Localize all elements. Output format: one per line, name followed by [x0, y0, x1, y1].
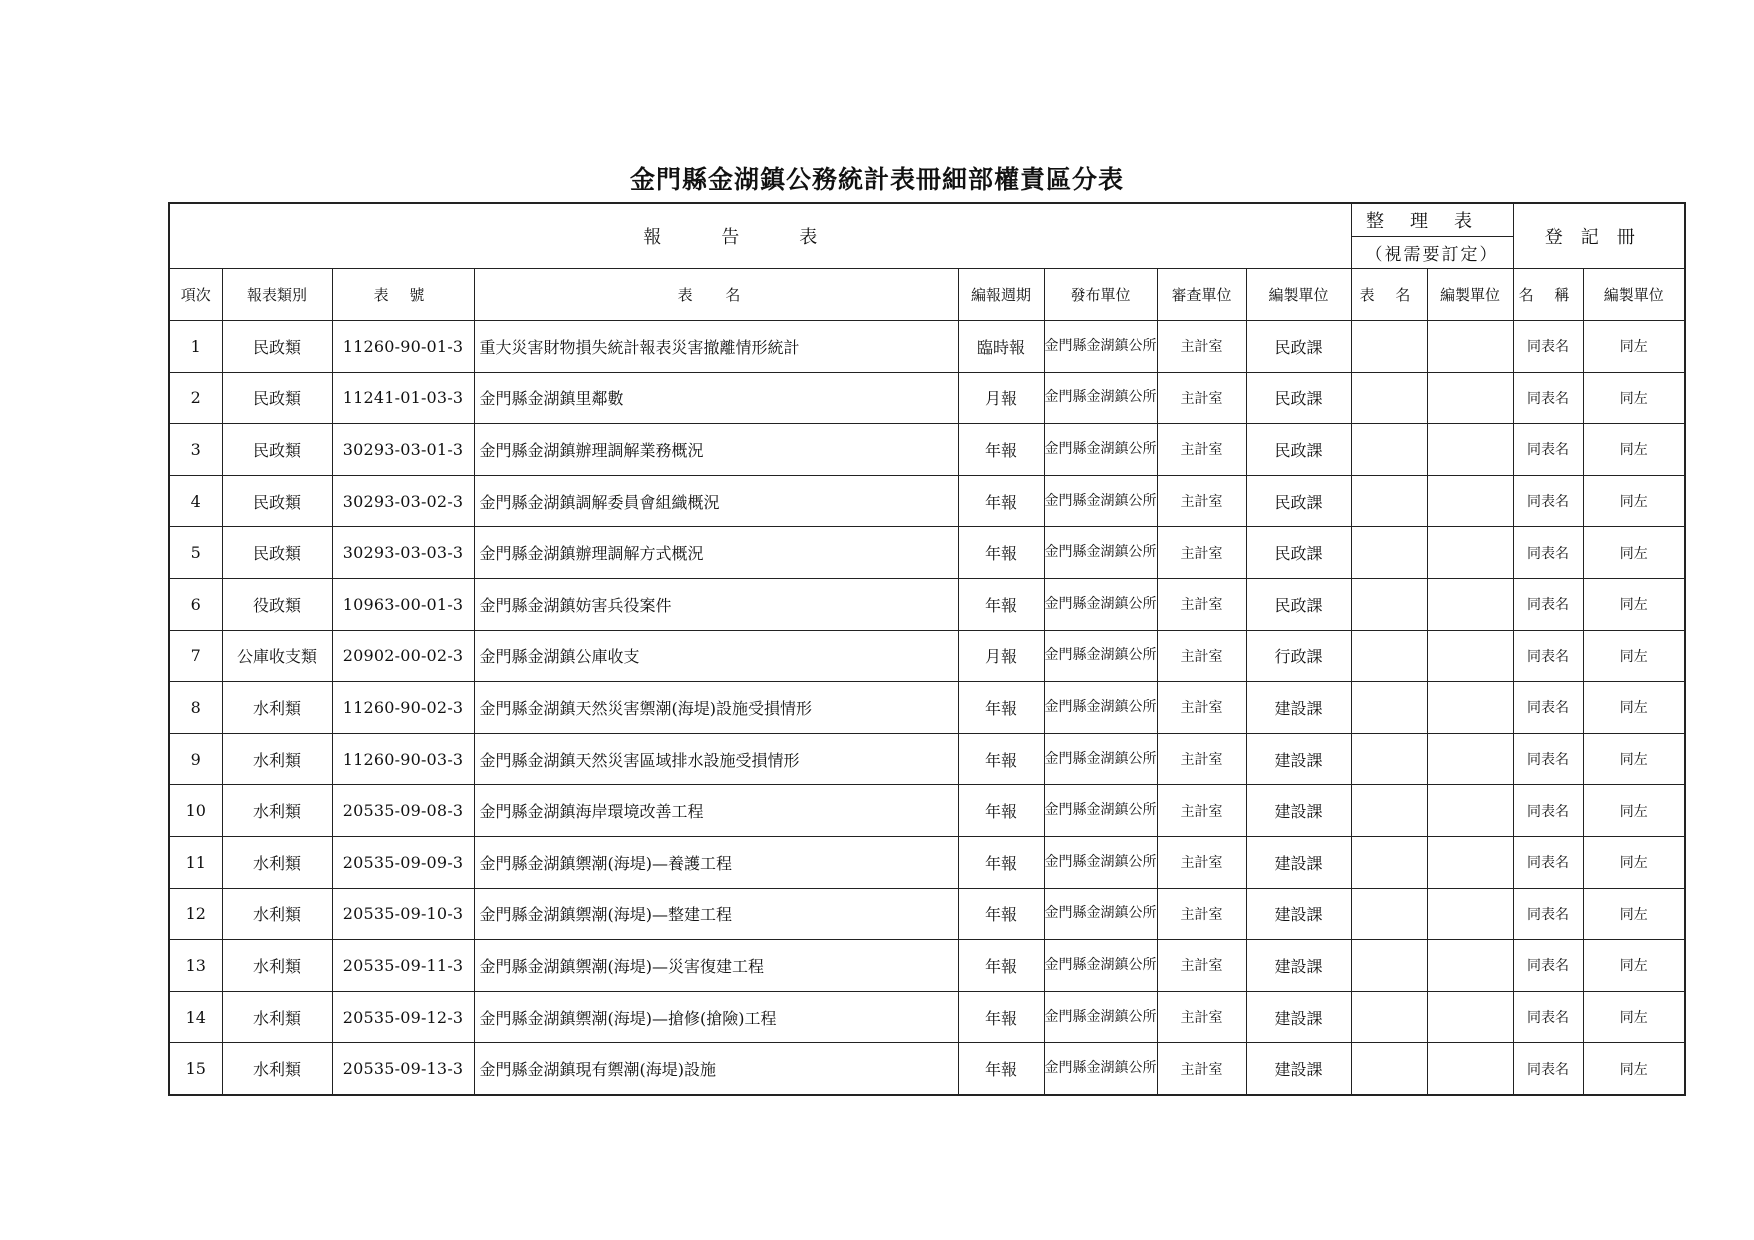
row-period: 年報: [958, 1043, 1044, 1095]
row-category: 民政類: [222, 424, 332, 476]
row-compiler: 民政課: [1246, 424, 1351, 476]
row-compile-unit: [1427, 682, 1513, 734]
row-register-name: 同表名: [1513, 1043, 1583, 1095]
row-index: 9: [169, 733, 222, 785]
row-name: 金門縣金湖鎮禦潮(海堤)—搶修(搶險)工程: [474, 991, 958, 1043]
row-period: 年報: [958, 424, 1044, 476]
row-name: 金門縣金湖鎮禦潮(海堤)—整建工程: [474, 888, 958, 940]
row-index: 5: [169, 527, 222, 579]
row-compile-name: [1351, 682, 1427, 734]
compile-group-note: （視需要訂定）: [1351, 237, 1513, 269]
row-code: 20535-09-12-3: [332, 991, 474, 1043]
row-publisher: 金門縣金湖鎮公所: [1044, 372, 1157, 424]
row-category: 水利類: [222, 836, 332, 888]
row-publisher: 金門縣金湖鎮公所: [1044, 991, 1157, 1043]
row-compile-unit: [1427, 1043, 1513, 1095]
col-compile-name: 表 名: [1351, 269, 1427, 321]
col-period: 編報週期: [958, 269, 1044, 321]
row-index: 12: [169, 888, 222, 940]
row-compile-unit: [1427, 372, 1513, 424]
row-register-unit: 同左: [1583, 940, 1685, 992]
row-register-name: 同表名: [1513, 630, 1583, 682]
row-publisher: 金門縣金湖鎮公所: [1044, 888, 1157, 940]
row-compiler: 建設課: [1246, 785, 1351, 837]
row-compiler: 民政課: [1246, 321, 1351, 373]
row-compile-unit: [1427, 475, 1513, 527]
row-reviewer: 主計室: [1157, 321, 1246, 373]
row-register-name: 同表名: [1513, 682, 1583, 734]
row-index: 3: [169, 424, 222, 476]
table-row: [169, 836, 1685, 888]
row-name: 金門縣金湖鎮辦理調解業務概況: [474, 424, 958, 476]
row-category: 水利類: [222, 991, 332, 1043]
row-period: 年報: [958, 785, 1044, 837]
row-compile-unit: [1427, 733, 1513, 785]
row-period: 年報: [958, 578, 1044, 630]
column-header-row: [169, 269, 1685, 321]
row-compiler: 建設課: [1246, 991, 1351, 1043]
register-group-header: 登記冊: [1513, 203, 1685, 269]
row-publisher: 金門縣金湖鎮公所: [1044, 836, 1157, 888]
row-compiler: 民政課: [1246, 578, 1351, 630]
col-code: 表 號: [332, 269, 474, 321]
row-category: 水利類: [222, 1043, 332, 1095]
table-row: [169, 940, 1685, 992]
row-reviewer: 主計室: [1157, 836, 1246, 888]
row-name: 金門縣金湖鎮禦潮(海堤)—養護工程: [474, 836, 958, 888]
row-reviewer: 主計室: [1157, 940, 1246, 992]
row-compile-name: [1351, 321, 1427, 373]
row-code: 20535-09-10-3: [332, 888, 474, 940]
row-register-unit: 同左: [1583, 991, 1685, 1043]
row-code: 11241-01-03-3: [332, 372, 474, 424]
row-compile-name: [1351, 733, 1427, 785]
table-row: [169, 372, 1685, 424]
row-publisher: 金門縣金湖鎮公所: [1044, 475, 1157, 527]
row-period: 年報: [958, 940, 1044, 992]
row-index: 13: [169, 940, 222, 992]
row-category: 役政類: [222, 578, 332, 630]
row-register-unit: 同左: [1583, 321, 1685, 373]
row-reviewer: 主計室: [1157, 785, 1246, 837]
row-compiler: 建設課: [1246, 733, 1351, 785]
table-row: [169, 475, 1685, 527]
row-publisher: 金門縣金湖鎮公所: [1044, 578, 1157, 630]
report-group-header: 報告表: [169, 203, 1351, 269]
row-compile-name: [1351, 991, 1427, 1043]
row-register-name: 同表名: [1513, 836, 1583, 888]
row-index: 2: [169, 372, 222, 424]
row-register-name: 同表名: [1513, 475, 1583, 527]
row-publisher: 金門縣金湖鎮公所: [1044, 527, 1157, 579]
document-title: 金門縣金湖鎮公務統計表冊細部權責區分表: [629, 165, 1124, 194]
row-name: 金門縣金湖鎮里鄰數: [474, 372, 958, 424]
row-compiler: 建設課: [1246, 940, 1351, 992]
row-register-name: 同表名: [1513, 321, 1583, 373]
row-register-unit: 同左: [1583, 836, 1685, 888]
row-compile-unit: [1427, 321, 1513, 373]
row-compile-name: [1351, 630, 1427, 682]
table-row: [169, 321, 1685, 373]
row-index: 10: [169, 785, 222, 837]
row-period: 年報: [958, 991, 1044, 1043]
row-category: 民政類: [222, 475, 332, 527]
row-reviewer: 主計室: [1157, 424, 1246, 476]
row-category: 水利類: [222, 888, 332, 940]
row-code: 11260-90-01-3: [332, 321, 474, 373]
row-publisher: 金門縣金湖鎮公所: [1044, 682, 1157, 734]
row-code: 20902-00-02-3: [332, 630, 474, 682]
row-reviewer: 主計室: [1157, 682, 1246, 734]
row-name: 金門縣金湖鎮現有禦潮(海堤)設施: [474, 1043, 958, 1095]
row-register-unit: 同左: [1583, 578, 1685, 630]
table-row: [169, 424, 1685, 476]
table-body: [169, 321, 1685, 1095]
row-category: 民政類: [222, 527, 332, 579]
row-publisher: 金門縣金湖鎮公所: [1044, 785, 1157, 837]
col-publisher: 發布單位: [1044, 269, 1157, 321]
row-category: 水利類: [222, 733, 332, 785]
col-name: 表 名: [474, 269, 958, 321]
row-index: 4: [169, 475, 222, 527]
row-register-unit: 同左: [1583, 682, 1685, 734]
row-publisher: 金門縣金湖鎮公所: [1044, 940, 1157, 992]
row-index: 15: [169, 1043, 222, 1095]
row-compiler: 行政課: [1246, 630, 1351, 682]
row-name: 重大災害財物損失統計報表災害撤離情形統計: [474, 321, 958, 373]
row-period: 年報: [958, 836, 1044, 888]
row-compile-name: [1351, 424, 1427, 476]
row-name: 金門縣金湖鎮禦潮(海堤)—災害復建工程: [474, 940, 958, 992]
table-row: [169, 888, 1685, 940]
row-category: 水利類: [222, 940, 332, 992]
row-compile-unit: [1427, 940, 1513, 992]
row-compile-unit: [1427, 578, 1513, 630]
row-register-name: 同表名: [1513, 888, 1583, 940]
row-category: 水利類: [222, 785, 332, 837]
row-compile-name: [1351, 372, 1427, 424]
row-register-unit: 同左: [1583, 372, 1685, 424]
row-index: 8: [169, 682, 222, 734]
row-reviewer: 主計室: [1157, 372, 1246, 424]
compile-group-header: 整理表: [1351, 203, 1513, 237]
row-compile-unit: [1427, 888, 1513, 940]
table-row: [169, 578, 1685, 630]
row-register-name: 同表名: [1513, 424, 1583, 476]
row-compile-name: [1351, 785, 1427, 837]
row-compile-name: [1351, 940, 1427, 992]
row-compiler: 建設課: [1246, 888, 1351, 940]
row-compiler: 民政課: [1246, 372, 1351, 424]
table-row: [169, 1043, 1685, 1095]
row-compiler: 建設課: [1246, 682, 1351, 734]
row-index: 14: [169, 991, 222, 1043]
row-name: 金門縣金湖鎮妨害兵役案件: [474, 578, 958, 630]
table-row: [169, 527, 1685, 579]
row-category: 民政類: [222, 372, 332, 424]
row-index: 6: [169, 578, 222, 630]
table-row: [169, 785, 1685, 837]
row-publisher: 金門縣金湖鎮公所: [1044, 321, 1157, 373]
row-register-name: 同表名: [1513, 733, 1583, 785]
table-row: [169, 733, 1685, 785]
row-register-name: 同表名: [1513, 372, 1583, 424]
row-compile-name: [1351, 1043, 1427, 1095]
row-name: 金門縣金湖鎮天然災害區域排水設施受損情形: [474, 733, 958, 785]
row-reviewer: 主計室: [1157, 991, 1246, 1043]
row-compile-name: [1351, 578, 1427, 630]
row-compiler: 建設課: [1246, 836, 1351, 888]
table-row: [169, 630, 1685, 682]
row-compile-unit: [1427, 527, 1513, 579]
row-period: 年報: [958, 888, 1044, 940]
row-compile-unit: [1427, 836, 1513, 888]
row-code: 11260-90-02-3: [332, 682, 474, 734]
row-register-name: 同表名: [1513, 785, 1583, 837]
row-name: 金門縣金湖鎮調解委員會組織概況: [474, 475, 958, 527]
col-compile-unit: 編製單位: [1427, 269, 1513, 321]
row-code: 30293-03-03-3: [332, 527, 474, 579]
row-publisher: 金門縣金湖鎮公所: [1044, 424, 1157, 476]
row-category: 民政類: [222, 321, 332, 373]
row-code: 20535-09-11-3: [332, 940, 474, 992]
col-compiler: 編製單位: [1246, 269, 1351, 321]
row-name: 金門縣金湖鎮海岸環境改善工程: [474, 785, 958, 837]
row-publisher: 金門縣金湖鎮公所: [1044, 1043, 1157, 1095]
row-register-name: 同表名: [1513, 527, 1583, 579]
row-code: 11260-90-03-3: [332, 733, 474, 785]
row-publisher: 金門縣金湖鎮公所: [1044, 630, 1157, 682]
row-publisher: 金門縣金湖鎮公所: [1044, 733, 1157, 785]
row-name: 金門縣金湖鎮公庫收支: [474, 630, 958, 682]
row-code: 30293-03-02-3: [332, 475, 474, 527]
row-code: 20535-09-08-3: [332, 785, 474, 837]
row-compile-name: [1351, 888, 1427, 940]
row-register-unit: 同左: [1583, 1043, 1685, 1095]
row-period: 臨時報: [958, 321, 1044, 373]
row-period: 年報: [958, 733, 1044, 785]
col-category: 報表類別: [222, 269, 332, 321]
col-index: 項次: [169, 269, 222, 321]
row-reviewer: 主計室: [1157, 527, 1246, 579]
row-register-unit: 同左: [1583, 527, 1685, 579]
row-period: 月報: [958, 372, 1044, 424]
row-period: 年報: [958, 527, 1044, 579]
row-reviewer: 主計室: [1157, 733, 1246, 785]
row-compile-name: [1351, 836, 1427, 888]
row-register-unit: 同左: [1583, 424, 1685, 476]
row-register-unit: 同左: [1583, 733, 1685, 785]
table-row: [169, 991, 1685, 1043]
row-compile-unit: [1427, 424, 1513, 476]
row-compiler: 民政課: [1246, 475, 1351, 527]
row-reviewer: 主計室: [1157, 630, 1246, 682]
row-category: 公庫收支類: [222, 630, 332, 682]
row-code: 10963-00-01-3: [332, 578, 474, 630]
row-index: 11: [169, 836, 222, 888]
row-reviewer: 主計室: [1157, 475, 1246, 527]
row-reviewer: 主計室: [1157, 1043, 1246, 1095]
row-reviewer: 主計室: [1157, 888, 1246, 940]
row-code: 20535-09-09-3: [332, 836, 474, 888]
row-compile-unit: [1427, 630, 1513, 682]
row-register-unit: 同左: [1583, 888, 1685, 940]
row-compile-name: [1351, 475, 1427, 527]
col-reviewer: 審查單位: [1157, 269, 1246, 321]
row-register-unit: 同左: [1583, 630, 1685, 682]
row-index: 7: [169, 630, 222, 682]
row-code: 30293-03-01-3: [332, 424, 474, 476]
row-period: 月報: [958, 630, 1044, 682]
row-code: 20535-09-13-3: [332, 1043, 474, 1095]
col-register-unit: 編製單位: [1583, 269, 1685, 321]
row-category: 水利類: [222, 682, 332, 734]
row-compiler: 建設課: [1246, 1043, 1351, 1095]
table-row: [169, 682, 1685, 734]
row-period: 年報: [958, 682, 1044, 734]
row-compile-unit: [1427, 785, 1513, 837]
row-index: 1: [169, 321, 222, 373]
row-period: 年報: [958, 475, 1044, 527]
responsibility-table: [168, 202, 1686, 1096]
row-register-name: 同表名: [1513, 940, 1583, 992]
row-register-unit: 同左: [1583, 785, 1685, 837]
row-register-name: 同表名: [1513, 578, 1583, 630]
row-name: 金門縣金湖鎮辦理調解方式概況: [474, 527, 958, 579]
row-compile-name: [1351, 527, 1427, 579]
col-register-name: 名 稱: [1513, 269, 1583, 321]
row-compile-unit: [1427, 991, 1513, 1043]
row-register-name: 同表名: [1513, 991, 1583, 1043]
row-compiler: 民政課: [1246, 527, 1351, 579]
row-register-unit: 同左: [1583, 475, 1685, 527]
row-reviewer: 主計室: [1157, 578, 1246, 630]
row-name: 金門縣金湖鎮天然災害禦潮(海堤)設施受損情形: [474, 682, 958, 734]
